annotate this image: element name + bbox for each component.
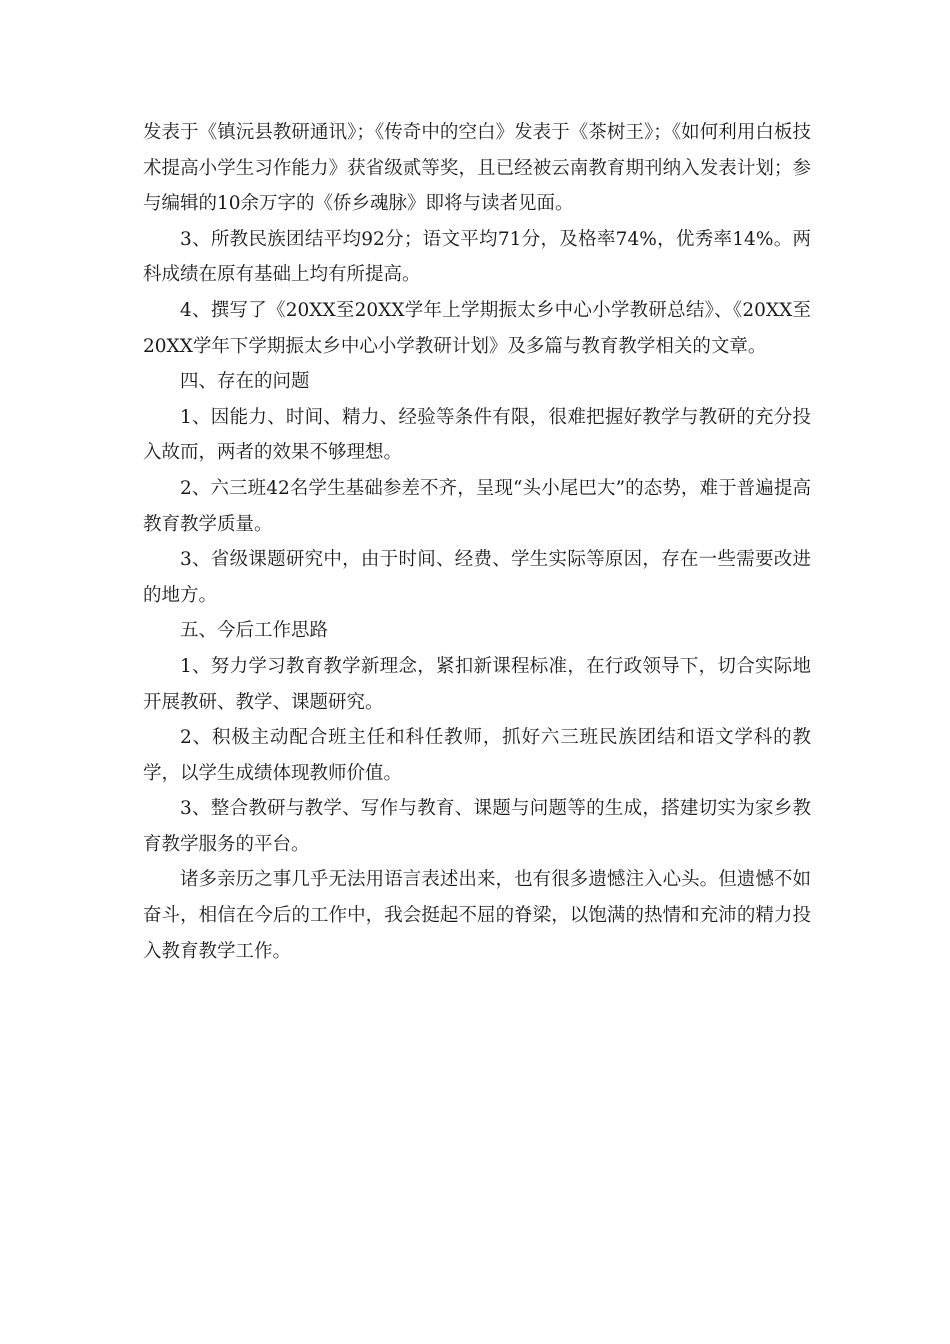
paragraph-plan-2: 2、积极主动配合班主任和科任教师，抓好六三班民族团结和语文学科的教学，以学生成绩体现教师价值。	[143, 727, 811, 784]
paragraph-problem-2: 2、六三班42名学生基础参差不齐，呈现“头小尾巴大”的态势，难于普遍提高教育教学质量。	[143, 477, 811, 535]
paragraph-writings: 4、撰写了《20XX至20XX学年上学期振太乡中心小学教研总结》、《20XX至20XX学年下学期振太乡中心小学教研计划》及多篇与教育教学相关的文章。	[143, 299, 811, 357]
paragraph-publications-continued: 发表于《镇沅县教研通讯》；《传奇中的空白》发表于《茶树王》；《如何利用白板技术提高小学生习作能力》获省级贰等奖，且已经被云南教育期刊纳入发表计划；参与编辑的10余万字的《侨乡魂脉》即将与读者见面。	[143, 122, 811, 215]
paragraph-scores: 3、所教民族团结平均92分；语文平均71分，及格率74%，优秀率14%。两科成绩在原有基础上均有所提高。	[143, 228, 811, 286]
paragraph-plan-1: 1、努力学习教育教学新理念，紧扣新课程标准，在行政领导下，切合实际地开展教研、教学、课题研究。	[143, 655, 811, 713]
section-heading-future-work: 五、今后工作思路	[180, 620, 329, 642]
document-body	[143, 115, 811, 969]
paragraph-problem-1: 1、因能力、时间、精力、经验等条件有限，很难把握好教学与教研的充分投入故而，两者的效果不够理想。	[143, 406, 811, 464]
section-heading-problems: 四、存在的问题	[180, 371, 310, 393]
paragraph-plan-3: 3、整合教研与教学、写作与教育、课题与问题等的生成，搭建切实为家乡教育教学服务的平台。	[143, 798, 811, 855]
paragraph-conclusion: 诸多亲历之事几乎无法用语言表述出来，也有很多遗憾注入心头。但遗憾不如奋斗，相信在今后的工作中，我会挺起不屈的脊梁，以饱满的热情和充沛的精力投入教育教学工作。	[143, 869, 811, 962]
paragraph-problem-3: 3、省级课题研究中，由于时间、经费、学生实际等原因，存在一些需要改进的地方。	[143, 549, 811, 606]
